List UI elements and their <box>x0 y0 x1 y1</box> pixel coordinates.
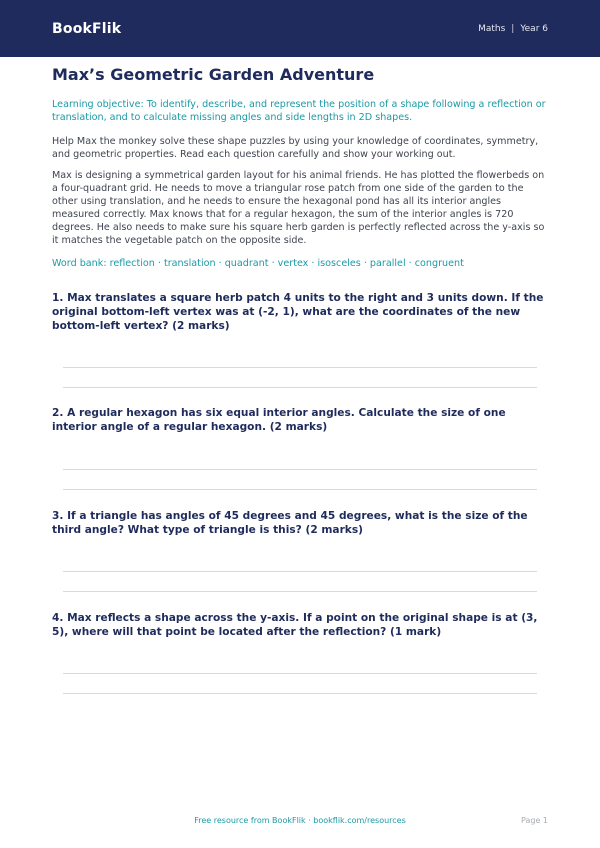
answer-line[interactable] <box>63 367 537 368</box>
question-text: 2. A regular hexagon has six equal interior angles. Calculate the size of one interior angle of a regular hexagon. (2 marks) <box>52 407 506 433</box>
answer-line[interactable] <box>63 387 537 388</box>
answer-line[interactable] <box>63 469 537 470</box>
answer-line[interactable] <box>63 489 537 490</box>
page-header <box>0 0 600 57</box>
year-label: Year 6 <box>520 23 548 34</box>
answer-line[interactable] <box>63 591 537 592</box>
story-paragraph: Max is designing a symmetrical garden layout for his animal friends. He has plotted the flowerbeds on a four-quadrant grid. He needs to move a triangular rose patch from one side of the garden to the other using translation, and he needs to ensure the hexagonal pond has all its interior angles measured correctly. Max knows that for a regular hexagon, the sum of the interior angles is 720 degrees. He also needs to make sure his square herb garden is perfectly reflected across the y-axis so it matches the vegetable patch on the opposite side. <box>52 170 545 246</box>
footer-source: Free resource from BookFlik · bookflik.com/resources <box>194 816 406 825</box>
subject-label: Maths <box>478 23 506 34</box>
intro-paragraph: Help Max the monkey solve these shape puzzles by using your knowledge of coordinates, symmetry, and geometric properties. Read each question carefully and show your working out. <box>52 136 539 160</box>
question-4 <box>52 611 548 639</box>
answer-line[interactable] <box>63 571 537 572</box>
page-number: Page 1 <box>521 816 548 825</box>
answer-line[interactable] <box>63 693 537 694</box>
question-1 <box>52 291 548 333</box>
question-text: 1. Max translates a square herb patch 4 units to the right and 3 units down. If the original bottom-left vertex was at (-2, 1), what are the coordinates of the new bottom-left vertex? (2 marks) <box>52 292 544 332</box>
page-title: Max’s Geometric Garden Adventure <box>52 65 375 84</box>
question-text: 3. If a triangle has angles of 45 degrees and 45 degrees, what is the size of the third angle? What type of triangle is this? (2 marks) <box>52 510 528 536</box>
brand-logo: BookFlik <box>52 20 122 37</box>
question-2 <box>52 406 548 434</box>
word-bank: Word bank: reflection · translation · quadrant · vertex · isosceles · parallel · congruent <box>52 258 464 269</box>
question-text: 4. Max reflects a shape across the y-axis. If a point on the original shape is at (3, 5), where will that point be located after the reflection? (1 mark) <box>52 612 538 638</box>
header-meta <box>478 24 548 34</box>
learning-objective: Learning objective: To identify, describe, and represent the position of a shape following a reflection or translation, and to calculate missing angles and side lengths in 2D shapes. <box>52 99 546 123</box>
answer-line[interactable] <box>63 673 537 674</box>
question-3 <box>52 509 548 537</box>
meta-separator: | <box>511 23 515 34</box>
worksheet-content <box>52 64 548 638</box>
